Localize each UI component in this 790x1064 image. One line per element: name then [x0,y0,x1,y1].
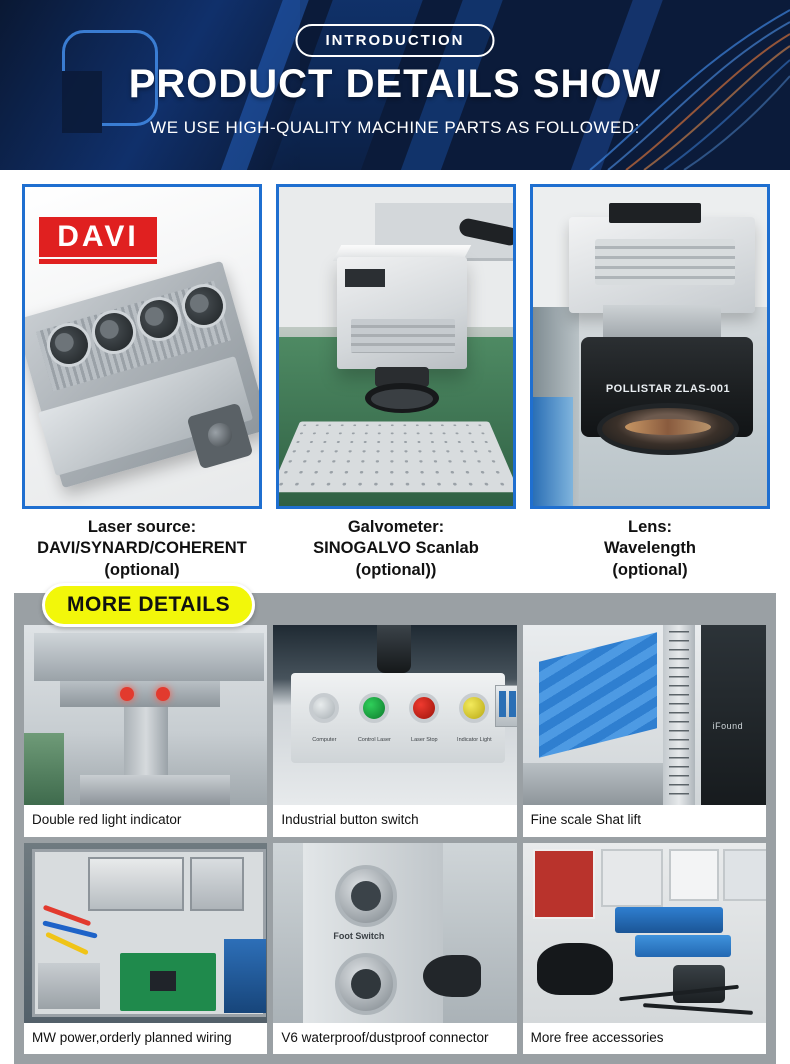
laser-nozzle [377,625,411,673]
lens-glass-reflection [625,419,711,435]
lens-caption [530,517,770,581]
caption-line: (optional)) [355,560,437,579]
v6-connector-bottom-inner [351,969,381,999]
header-banner [0,0,790,170]
laser-source-caption [22,517,262,581]
detail-cell-v6-connector [273,843,516,1054]
detail-caption: MW power,orderly planned wiring [24,1023,267,1054]
accessory-box-white [601,849,663,907]
accessory-blue-pack [615,907,723,933]
fine-scale-lift-photo [523,625,766,805]
caption-line: DAVI/SYNARD/COHERENT [37,539,247,558]
galvometer-caption [276,517,516,581]
lens-photo [530,184,770,509]
accessory-blue-pack [635,935,731,957]
galvometer-photo [276,184,516,509]
introduction-pill: INTRODUCTION [296,24,495,57]
photo-green-floor [24,733,64,805]
detail-cell-double-red-light [24,625,267,836]
more-details-badge: MORE DETAILS [42,583,255,627]
button-label: Control Laser [357,737,391,744]
laser-head-vent-slots [595,239,735,285]
accessory-box-red [533,849,595,919]
detail-cell-free-accessories [523,843,766,1054]
page-subtitle: WE USE HIGH-QUALITY MACHINE PARTS AS FOLLOWED: [150,118,640,137]
laser-source-photo [22,184,262,509]
machine-brand-text: iFound [712,721,744,732]
galvo-vent-slots [351,319,455,353]
galvo-name-plate [345,269,385,287]
button-label: Computer [312,737,337,744]
machine-column [701,625,766,805]
breaker-toggle [499,691,506,717]
laser-head-label [609,203,701,223]
caption-line: Laser source: [87,518,197,536]
part-card-laser-source [22,184,262,581]
machine-beam [34,633,264,681]
top-parts-section [0,170,790,581]
detail-caption: More free accessories [523,1023,766,1054]
breaker-toggle [509,691,516,717]
detail-caption: Double red light indicator [24,805,267,836]
part-card-galvometer [276,184,516,581]
caption-line: SINOGALVO Scanlab [313,539,479,558]
v6-connector-top-inner [351,881,381,911]
caption-line: (optional) [104,560,180,579]
fine-scale-marks [669,631,689,799]
detail-cell-fine-scale-lift [523,625,766,836]
foot-pedal [537,943,613,995]
detail-cell-mw-power-wiring [24,843,267,1054]
free-accessories-photo [523,843,766,1023]
dust-cap [423,955,481,997]
power-adapter [673,965,725,1003]
lens-model-text: POLLISTAR ZLAS-001 [605,383,731,395]
secondary-power-supply [190,857,244,911]
detail-caption: Industrial button switch [273,805,516,836]
mw-power-wiring-photo [24,843,267,1023]
terminal-block [38,963,100,1009]
button-label: Laser Stop [411,737,438,744]
machine-blue-panel [533,397,573,509]
caption-line: Lens: [627,518,672,536]
button-label: Indicator Light [457,737,492,744]
support-post [124,707,168,777]
detail-caption: V6 waterproof/dustproof connector [273,1023,516,1054]
blue-component [224,939,266,1013]
detail-caption: Fine scale Shat lift [523,805,766,836]
support-base [80,775,230,805]
part-card-lens [530,184,770,581]
industrial-button-switch-photo [273,625,516,805]
more-details-section [14,593,776,1063]
double-red-light-photo [24,625,267,805]
detail-cell-button-switch [273,625,516,836]
page-title: PRODUCT DETAILS SHOW [128,62,662,106]
caption-line: (optional) [612,560,688,579]
accessory-box-gray [723,849,766,901]
caption-line: Galvometer: [347,518,445,536]
caption-line: Wavelength [604,539,696,558]
work-table [523,763,673,805]
perforated-work-plate [276,421,516,492]
control-board-chip [150,971,176,991]
foot-switch-label: Foot Switch [333,930,385,941]
indicator-bar [60,681,220,707]
v6-connector-photo [273,843,516,1023]
accessory-box-small [669,849,719,901]
davi-logo-underline [39,259,157,264]
mw-power-supply [88,857,184,911]
davi-brand-logo: DAVI [39,217,157,257]
galvo-lens-inner-ring [371,389,433,409]
